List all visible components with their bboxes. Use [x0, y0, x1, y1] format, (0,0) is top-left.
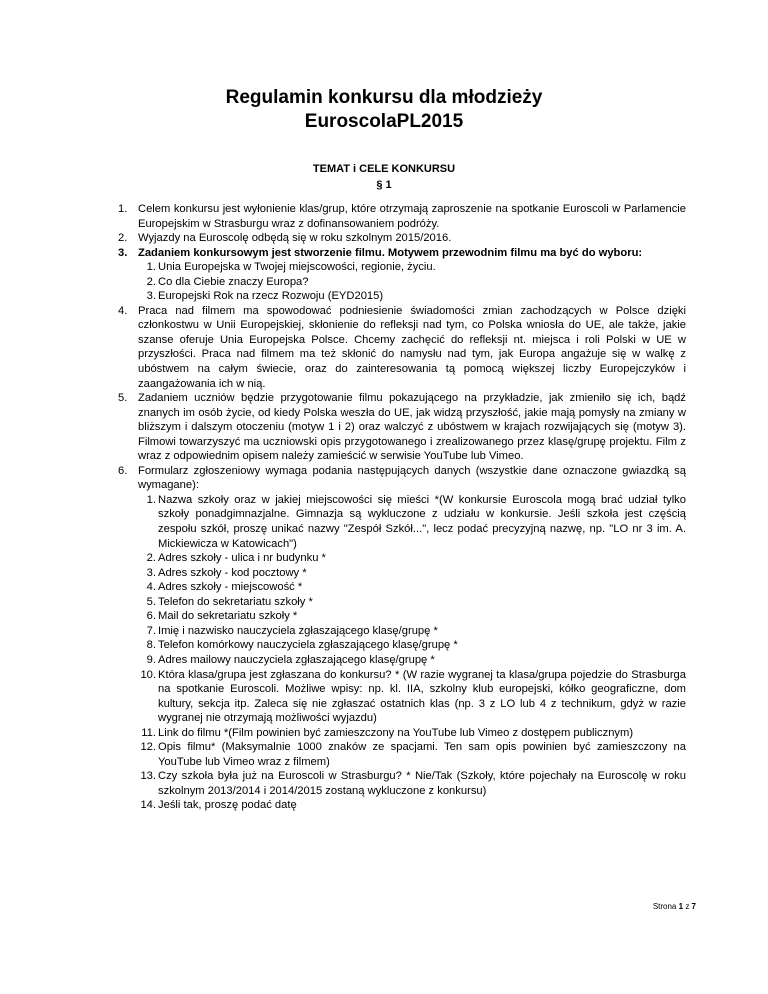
item-text: Zadaniem konkursowym jest stworzenie filmu. Motywem przewodnim filmu ma być do wyboru:: [138, 246, 643, 259]
section-heading-block: [0, 161, 768, 193]
motif-item: [80, 275, 686, 290]
form-field-number: 2.: [146, 552, 156, 565]
form-field-item: [80, 653, 686, 668]
form-field-item: [80, 493, 686, 551]
form-field-item: [80, 798, 686, 813]
footer-label: Strona: [652, 902, 677, 911]
form-field-item: [80, 740, 686, 769]
form-field-item: [80, 595, 686, 610]
list-item: [80, 231, 686, 246]
item-number: 4.: [118, 304, 128, 317]
form-field-item: [80, 726, 686, 741]
list-item: [80, 391, 686, 464]
motif-item: [80, 289, 686, 304]
form-field-number: 12.: [140, 741, 156, 754]
form-field-number: 1.: [146, 493, 156, 506]
form-field-number: 13.: [140, 770, 156, 783]
form-field-item: [80, 551, 686, 566]
form-field-number: 8.: [146, 639, 156, 652]
footer-total-pages: 7: [691, 902, 696, 911]
list-item: [80, 464, 686, 813]
list-item: [80, 202, 686, 231]
form-field-text: Link do filmu *(Film powinien być zamieszczony na YouTube lub Vimeo z dostępem publicznym): [158, 726, 634, 739]
item-number: 6.: [118, 464, 128, 477]
item-text: Wyjazdy na Euroscolę odbędą się w roku szkolnym 2015/2016.: [138, 232, 452, 245]
form-field-text: Czy szkoła była już na Euroscoli w Strasburgu? * Nie/Tak (Szkoły, które pojechały na Euroscolę w roku szkolnym 2013/2014 i 2014/2015 zostaną wykluczone z konkursu): [158, 770, 686, 797]
section-heading: TEMAT i CELE KONKURSU: [312, 163, 456, 175]
form-field-item: [80, 624, 686, 639]
form-field-text: Jeśli tak, proszę podać datę: [158, 799, 297, 812]
item-text: Formularz zgłoszeniowy wymaga podania następujących danych (wszystkie dane oznaczone gwiazdką są wymagane):: [138, 464, 686, 492]
form-field-item: [80, 580, 686, 595]
form-field-text: Imię i nazwisko nauczyciela zgłaszającego klasę/grupę *: [158, 624, 438, 637]
motif-item: [80, 260, 686, 275]
footer-of: z: [685, 902, 690, 911]
item-number: 3.: [118, 246, 128, 259]
item-text: Celem konkursu jest wyłonienie klas/grup, które otrzymają zaproszenie na spotkanie Euroscoli w Parlamencie Europejskim w Strasburgu wraz z dofinansowaniem podróży.: [138, 203, 686, 230]
motif-number: 3.: [146, 290, 156, 303]
form-field-text: Telefon komórkowy nauczyciela zgłaszającego klasę/grupę *: [158, 639, 458, 652]
footer-current-page: 1: [678, 902, 684, 911]
list-item: [80, 304, 686, 391]
form-field-number: 10.: [140, 668, 156, 681]
form-field-number: 3.: [146, 566, 156, 579]
form-field-item: [80, 668, 686, 726]
form-field-text: Która klasa/grupa jest zgłaszana do konkursu? * (W razie wygranej ta klasa/grupa pojedzie do Strasburga na spotkanie Euroscoli. Możliwe wpisy: np. kl. IIA, szkolny klub europejski, kółko geograficzne, dom kultury, sekcja itp. Zaleca się nie zgłaszać ostatnich klas (np. 3 z LO lub 4 z technikum, gdyż w razie wygranej nie otrzymają możliwości wyjazdu): [158, 668, 686, 725]
regulation-list: [80, 202, 686, 813]
form-field-text: Nazwa szkoły oraz w jakiej miejscowości się mieści *(W konkursie Euroscola mogą brać udział tylko szkoły ponadgimnazjalne. Gimnazja są wykluczone z udziału w konkursie. Jeśli szkoła jest częścią zespołu szkół, proszę unikać nazwy "Zespół Szkół...", lecz podać precyzyjną nazwę, np. "LO nr 3 im. A. Mickiewicza w Katowicach"): [158, 493, 686, 550]
form-field-number: 7.: [146, 624, 156, 637]
title-line-2: EuroscolaPL2015: [304, 111, 464, 132]
motif-text: Europejski Rok na rzecz Rozwoju (EYD2015): [158, 290, 384, 303]
form-field-text: Mail do sekretariatu szkoły *: [158, 610, 298, 623]
form-field-item: [80, 566, 686, 581]
section-number: § 1: [376, 179, 392, 191]
form-field-item: [80, 638, 686, 653]
form-field-number: 11.: [141, 726, 156, 739]
form-field-number: 6.: [146, 610, 156, 623]
item-text: Zadaniem uczniów będzie przygotowanie filmu pokazującego na przykładzie, jak zmieniło się ich, bądź znanych im osób życie, od kiedy Polska weszła do UE, jak widzą przyszłość, jakie mają pomysły na zmiany w bliższym i dalszym otoczeniu (motyw 1 i 2) oraz walczyć z ubóstwem w krajach rozwijających się (motyw 3). Filmowi towarzyszyć ma uczniowski opis przygotowanego i zrealizowanego przez klasę/grupę projektu. Film z wraz z odpowiednim opisem należy zamieścić w serwisie YouTube lub Vimeo.: [138, 392, 686, 463]
item-number: 2.: [118, 232, 128, 245]
list-item: [80, 246, 686, 304]
motif-number: 2.: [146, 275, 156, 288]
item-number: 5.: [118, 392, 128, 405]
page-footer: [653, 902, 696, 912]
form-field-number: 9.: [146, 653, 156, 666]
form-field-text: Adres szkoły - ulica i nr budynku *: [158, 552, 326, 565]
motif-number: 1.: [146, 261, 156, 274]
form-field-item: [80, 609, 686, 624]
form-field-text: Telefon do sekretariatu szkoły *: [158, 595, 313, 608]
motif-text: Unia Europejska w Twojej miejscowości, regionie, życiu.: [158, 261, 436, 274]
item-number: 1.: [118, 203, 128, 215]
form-field-text: Adres mailowy nauczyciela zgłaszającego klasę/grupę *: [158, 653, 435, 666]
item-text: Praca nad filmem ma spowodować podniesienie świadomości zmian zachodzących w Polsce dzięki członkostwu w Unii Europejskiej, skłonienie do refleksji nad tym, co Polska wniosła do UE, ale także, jakie szanse oferuje Unia Europejska Polsce. Chcemy zachęcić do refleksji nt. miejsca i roli Polski w UE w przyszłości. Praca nad filmem ma też skłonić do namysłu nad tym, jak Europa angażuje się w walkę z ubóstwem na całym świecie, oraz do zainteresowania tą pomocą większej liczby Europejczyków i zaangażowania ich w nią.: [138, 304, 686, 390]
form-field-number: 4.: [146, 581, 156, 594]
form-field-number: 14.: [140, 799, 156, 812]
form-field-text: Opis filmu* (Maksymalnie 1000 znaków ze spacjami. Ten sam opis powinien być zamieszczony na YouTube lub Vimeo wraz z filmem): [158, 741, 686, 768]
motif-text: Co dla Ciebie znaczy Europa?: [158, 275, 309, 288]
form-field-item: [80, 769, 686, 798]
document-title: [0, 86, 768, 134]
form-field-number: 5.: [146, 595, 156, 608]
form-field-text: Adres szkoły - miejscowość *: [158, 581, 303, 594]
form-field-text: Adres szkoły - kod pocztowy *: [158, 566, 307, 579]
title-line-1: Regulamin konkursu dla młodzieży: [225, 87, 543, 108]
